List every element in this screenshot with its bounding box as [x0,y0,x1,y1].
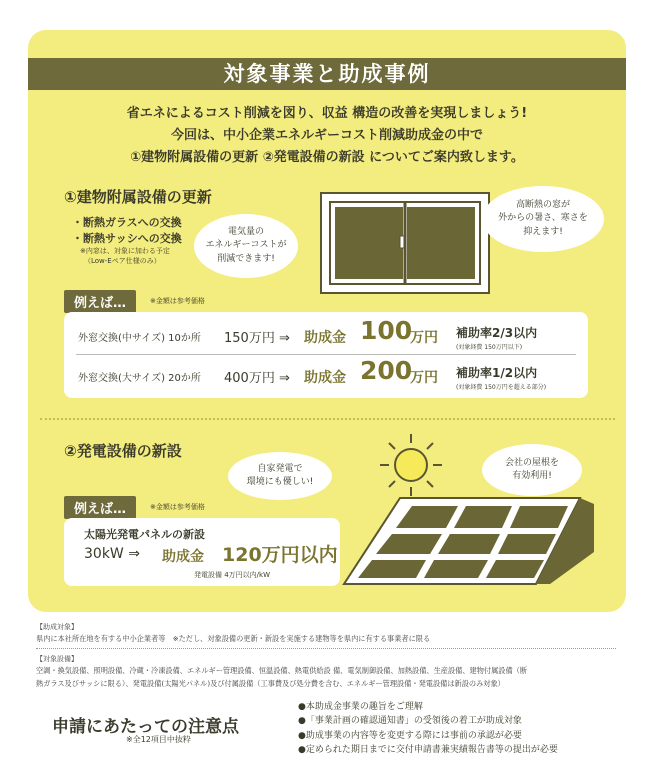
example-note-2: ※金額は参考価格 [150,503,205,511]
example-row-1 [64,316,588,353]
sun-icon [378,432,444,498]
target-label: 【助成対象】 [36,623,78,631]
solar-item: 太陽光発電パネルの新設 [84,528,205,541]
example-tag-1: 例えば… [64,290,136,313]
bubble-line: 抑えます! [523,226,563,237]
speech-bubble-energy [194,214,298,278]
equipment-text-2: 熱ガラス及びサッシに限る）、発電設備(太陽光パネル)及び付属設備（工事費及び処分費を含む、エネルギー管理設備・発電設備は新設のみ対象） [36,679,505,688]
bubble-line: 環境にも優しい! [246,477,314,487]
row-amount: 100 [360,316,413,345]
bubble-line: 自家発電で [257,463,303,474]
section1-title-text: ①建物附属設備の更新 [64,188,212,206]
notice-subtitle: ※全12項目中抜粋 [126,735,191,744]
row-label: 助成金 [304,329,346,346]
intro-line-2: 今回は、中小企業エネルギーコスト削減助成金の中で [170,128,483,143]
equipment-text-1: 空調・換気設備、照明設備、冷蔵・冷凍設備、エネルギー管理設備、恒温設備、熱電供給設 備、電気制御設備、加熱設備、生産設備、建物付属設備（断 [36,666,528,675]
notice-title: 申請にあたっての注意点 [52,717,239,737]
example-card-2 [64,518,340,586]
bubble-line: 会社の屋根を [504,457,559,468]
section2-title-text: ②発電設備の新設 [64,442,182,460]
row-amount: 200 [360,356,413,385]
example-tag-2: 例えば… [64,496,136,519]
notice-item: ●本助成金事業の趣旨をご理解 [298,702,423,712]
row-item: 外窓交換(大サイズ) 20か所 [78,373,201,384]
example-card-1 [64,312,588,398]
row-rate-note: (対象経費 150万円以下) [456,344,523,351]
row-rate-note: (対象経費 150万円を超える部分) [456,384,547,391]
bubble-line: 有効利用! [512,471,552,481]
speech-bubble-eco [228,452,332,500]
row-rate: 補助率1/2以内 [456,366,538,380]
speech-bubble-insulation [482,186,604,252]
section2-title [64,440,182,461]
bubble-line: 削減できます! [217,253,275,264]
example-row-2 [64,356,588,393]
page-title: 対象事業と助成事例 [28,58,626,90]
bubble-line: 高断熱の窓が [515,200,570,211]
example-note-1: ※金額は参考価格 [150,297,205,305]
bubble-line: 電気量の [227,227,264,238]
solar-note: 発電設備 4万円以内/kW [194,571,271,579]
section1-subnote-2: （Low-Eペア仕様のみ） [84,257,161,265]
target-text: 県内に本社所在地を有する中小企業者等 ※ただし、対象設備の更新・新設を実施する建物等を県内に有する事業者に限る [36,634,431,643]
section-divider [40,418,615,420]
intro-line-1: 省エネによるコスト削減を図り、収益 構造の改善を実現しましょう! [126,106,528,121]
bubble-line: エネルギーコストが [205,240,287,251]
solar-panel-illustration [340,492,598,592]
row-unit: 万円 [410,329,438,346]
row-divider [76,354,576,355]
solar-label: 助成金 [162,549,204,565]
row-unit: 万円 [410,369,438,386]
row-price: 400万円 ⇒ [224,371,290,386]
bubble-line: 外からの暑さ、寒さを [498,213,588,224]
footer-divider [36,648,616,649]
row-rate: 補助率2/3以内 [456,326,538,340]
intro-line-3: ①建物附属設備の更新 ②発電設備の新設 についてご案内致します。 [130,150,524,165]
solar-price: 30kW ⇒ [84,546,140,562]
section1-item-2: ・断熱サッシへの交換 [72,232,182,245]
notice-list [298,700,558,758]
solar-amount: 120万円以内 [222,544,338,566]
section1-subnote: ※内窓は、対象に加わる予定 [80,247,170,255]
row-price: 150万円 ⇒ [224,331,290,346]
notice-item: ●「事業計画の確認通知書」の受領後の着工が助成対象 [298,716,522,727]
section1-item-1: ・断熱ガラスへの交換 [72,216,182,229]
notice-item: ●助成事業の内容等を変更する際には事前の承認が必要 [298,730,522,741]
row-item: 外窓交換(中サイズ) 10か所 [78,333,201,344]
speech-bubble-roof [482,444,582,496]
row-label: 助成金 [304,369,346,386]
window-illustration [320,192,490,294]
equipment-label: 【対象設備】 [36,655,78,663]
section1-title [64,186,212,207]
notice-item: ●定められた期日までに交付申請書兼実績報告書等の提出が必要 [298,745,558,756]
